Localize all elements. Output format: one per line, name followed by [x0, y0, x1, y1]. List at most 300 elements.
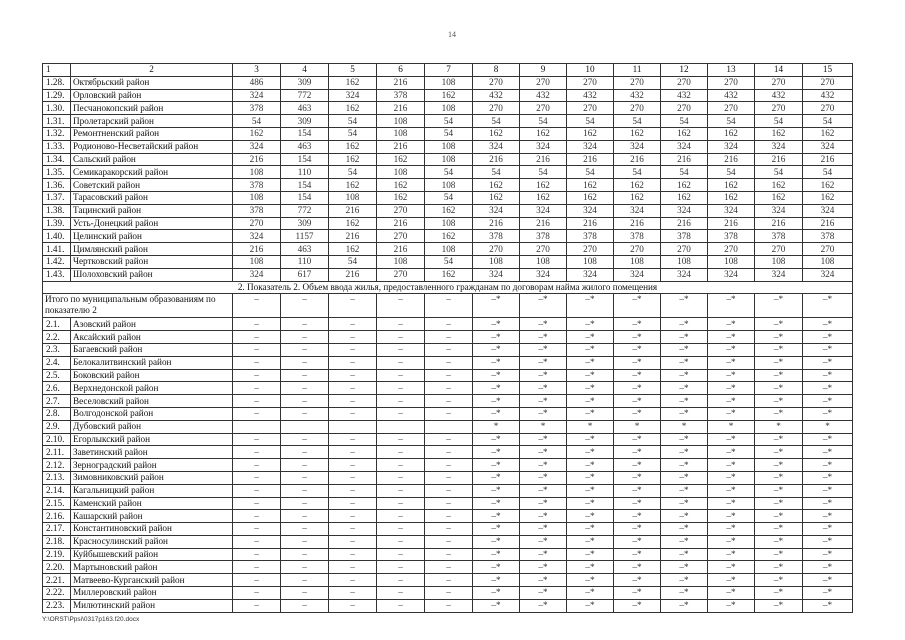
value-cell: –* — [755, 356, 803, 369]
column-number-cell: 10 — [567, 64, 614, 77]
table-row — [43, 268, 853, 281]
value-cell: – — [233, 331, 281, 344]
value-cell: –* — [473, 343, 520, 356]
value-cell: – — [329, 433, 377, 446]
value-cell: – — [329, 535, 377, 548]
value-cell: 108 — [233, 191, 281, 204]
value-cell: –* — [473, 535, 520, 548]
value-cell: –* — [755, 294, 803, 318]
value-cell: – — [233, 446, 281, 459]
row-code: 2.23. — [43, 599, 71, 612]
value-cell: –* — [661, 587, 708, 600]
value-cell: 432 — [661, 89, 708, 102]
value-cell: 162 — [708, 179, 755, 192]
value-cell: – — [377, 331, 425, 344]
value-cell: –* — [661, 331, 708, 344]
table-row — [43, 471, 853, 484]
value-cell: 216 — [329, 204, 377, 217]
value-cell: –* — [567, 343, 614, 356]
value-cell: –* — [567, 382, 614, 395]
value-cell: –* — [708, 574, 755, 587]
column-number-cell: 2 — [71, 64, 233, 77]
value-cell: 54 — [329, 166, 377, 179]
value-cell: 324 — [473, 204, 520, 217]
district-name: Песчанокопский район — [71, 102, 233, 115]
value-cell: – — [281, 459, 329, 472]
table-row — [43, 523, 853, 536]
column-number-cell: 9 — [520, 64, 567, 77]
value-cell: 162 — [755, 191, 803, 204]
value-cell: –* — [661, 318, 708, 331]
value-cell: –* — [473, 294, 520, 318]
value-cell: 108 — [425, 243, 473, 256]
value-cell: –* — [614, 331, 661, 344]
value-cell: –* — [520, 459, 567, 472]
value-cell: 162 — [803, 179, 853, 192]
value-cell: –* — [708, 587, 755, 600]
table-row — [43, 343, 853, 356]
value-cell: – — [329, 548, 377, 561]
row-code: 2.19. — [43, 548, 71, 561]
value-cell: – — [377, 459, 425, 472]
district-name: Ремонтненский район — [71, 127, 233, 140]
value-cell: 162 — [661, 179, 708, 192]
value-cell: * — [473, 420, 520, 433]
value-cell: 270 — [614, 243, 661, 256]
value-cell: 216 — [755, 217, 803, 230]
row-code: 1.36. — [43, 179, 71, 192]
table-row — [43, 243, 853, 256]
value-cell: –* — [661, 446, 708, 459]
district-name: Миллеровский район — [71, 587, 233, 600]
value-cell: 270 — [755, 76, 803, 89]
value-cell: 378 — [803, 230, 853, 243]
table-row — [43, 587, 853, 600]
district-name: Верхнедонской район — [71, 382, 233, 395]
value-cell: –* — [708, 548, 755, 561]
row-code: 2.5. — [43, 369, 71, 382]
row-code: 1.41. — [43, 243, 71, 256]
row-code: 2.7. — [43, 395, 71, 408]
value-cell: –* — [661, 535, 708, 548]
value-cell: –* — [755, 484, 803, 497]
value-cell: – — [425, 343, 473, 356]
value-cell: 162 — [425, 268, 473, 281]
value-cell: –* — [708, 497, 755, 510]
value-cell: 324 — [614, 140, 661, 153]
value-cell: –* — [567, 433, 614, 446]
value-cell: –* — [661, 294, 708, 318]
value-cell: – — [233, 548, 281, 561]
value-cell: – — [425, 395, 473, 408]
value-cell: –* — [614, 484, 661, 497]
value-cell: –* — [473, 459, 520, 472]
value-cell: –* — [473, 523, 520, 536]
column-number-cell: 15 — [803, 64, 853, 77]
value-cell: 324 — [520, 204, 567, 217]
value-cell: – — [377, 561, 425, 574]
value-cell: – — [377, 471, 425, 484]
value-cell: –* — [567, 294, 614, 318]
value-cell: –* — [520, 343, 567, 356]
value-cell: –* — [803, 561, 853, 574]
column-number-cell: 13 — [708, 64, 755, 77]
value-cell: 378 — [473, 230, 520, 243]
value-cell: – — [233, 484, 281, 497]
value-cell: – — [377, 535, 425, 548]
value-cell: 378 — [233, 179, 281, 192]
value-cell: 270 — [755, 243, 803, 256]
value-cell — [281, 420, 329, 433]
value-cell: –* — [803, 497, 853, 510]
value-cell: – — [281, 510, 329, 523]
value-cell: –* — [473, 587, 520, 600]
value-cell: 54 — [329, 127, 377, 140]
table-row — [43, 166, 853, 179]
value-cell: – — [425, 523, 473, 536]
district-name: Зерноградский район — [71, 459, 233, 472]
value-cell: – — [377, 484, 425, 497]
value-cell: –* — [755, 318, 803, 331]
value-cell: –* — [661, 382, 708, 395]
row-code: 2.2. — [43, 331, 71, 344]
value-cell: 772 — [281, 89, 329, 102]
value-cell: 162 — [329, 217, 377, 230]
value-cell: –* — [803, 356, 853, 369]
value-cell: – — [281, 395, 329, 408]
value-cell: –* — [614, 535, 661, 548]
value-cell: 378 — [377, 89, 425, 102]
value-cell: 270 — [377, 268, 425, 281]
value-cell: 772 — [281, 204, 329, 217]
indicator-table — [42, 63, 853, 613]
value-cell: 108 — [377, 166, 425, 179]
value-cell: 378 — [614, 230, 661, 243]
table-row — [43, 420, 853, 433]
value-cell: 324 — [567, 140, 614, 153]
district-name: Каменский район — [71, 497, 233, 510]
value-cell: 463 — [281, 102, 329, 115]
district-name: Дубовский район — [71, 420, 233, 433]
value-cell: – — [425, 382, 473, 395]
value-cell: – — [425, 510, 473, 523]
value-cell: 270 — [473, 102, 520, 115]
value-cell: 54 — [329, 255, 377, 268]
value-cell: 270 — [708, 102, 755, 115]
table-row — [43, 255, 853, 268]
value-cell: 216 — [661, 153, 708, 166]
value-cell: –* — [473, 599, 520, 612]
value-cell: – — [425, 497, 473, 510]
value-cell: 463 — [281, 140, 329, 153]
row-code: 1.33. — [43, 140, 71, 153]
district-name: Цимлянский район — [71, 243, 233, 256]
value-cell: 270 — [614, 76, 661, 89]
district-name: Егорлыкский район — [71, 433, 233, 446]
value-cell: 324 — [803, 268, 853, 281]
value-cell: 108 — [473, 255, 520, 268]
value-cell: – — [377, 343, 425, 356]
value-cell: –* — [708, 484, 755, 497]
value-cell: – — [377, 433, 425, 446]
row-code: 1.30. — [43, 102, 71, 115]
value-cell: * — [661, 420, 708, 433]
value-cell: – — [425, 471, 473, 484]
table-row — [43, 153, 853, 166]
value-cell: 270 — [473, 76, 520, 89]
value-cell: 162 — [377, 179, 425, 192]
value-cell: 162 — [567, 179, 614, 192]
value-cell: –* — [520, 294, 567, 318]
value-cell: –* — [708, 369, 755, 382]
value-cell: –* — [520, 497, 567, 510]
value-cell: 162 — [520, 127, 567, 140]
value-cell: – — [233, 523, 281, 536]
value-cell: 54 — [755, 166, 803, 179]
table-row — [43, 369, 853, 382]
table-row — [43, 599, 853, 612]
value-cell: – — [233, 318, 281, 331]
value-cell: – — [425, 331, 473, 344]
value-cell: – — [425, 433, 473, 446]
value-cell: 110 — [281, 166, 329, 179]
value-cell: – — [233, 433, 281, 446]
value-cell: –* — [661, 523, 708, 536]
value-cell: – — [329, 574, 377, 587]
value-cell: – — [329, 395, 377, 408]
row-code: 1.34. — [43, 153, 71, 166]
value-cell: –* — [473, 561, 520, 574]
value-cell: – — [233, 407, 281, 420]
value-cell: 54 — [473, 166, 520, 179]
district-name: Семикаракорский район — [71, 166, 233, 179]
value-cell: 270 — [755, 102, 803, 115]
row-code: 1.37. — [43, 191, 71, 204]
value-cell: 108 — [425, 179, 473, 192]
value-cell: –* — [755, 510, 803, 523]
value-cell: –* — [567, 574, 614, 587]
value-cell: –* — [708, 318, 755, 331]
value-cell: 216 — [233, 243, 281, 256]
value-cell: 324 — [520, 140, 567, 153]
value-cell: –* — [755, 548, 803, 561]
section-title-row — [43, 281, 853, 294]
value-cell: 270 — [377, 204, 425, 217]
value-cell: 324 — [803, 204, 853, 217]
value-cell: –* — [473, 407, 520, 420]
value-cell: 324 — [233, 89, 281, 102]
value-cell: –* — [755, 459, 803, 472]
value-cell: –* — [708, 407, 755, 420]
value-cell: 324 — [755, 140, 803, 153]
value-cell: 54 — [329, 115, 377, 128]
value-cell: –* — [520, 407, 567, 420]
value-cell: – — [377, 356, 425, 369]
table-row — [43, 356, 853, 369]
value-cell: –* — [755, 433, 803, 446]
value-cell: 54 — [614, 166, 661, 179]
value-cell: –* — [661, 497, 708, 510]
row-code: 2.17. — [43, 523, 71, 536]
value-cell: –* — [520, 369, 567, 382]
row-code: 2.1. — [43, 318, 71, 331]
value-cell: 162 — [520, 179, 567, 192]
value-cell: 216 — [708, 153, 755, 166]
table-row — [43, 574, 853, 587]
value-cell: –* — [614, 574, 661, 587]
value-cell: –* — [661, 561, 708, 574]
value-cell: 309 — [281, 115, 329, 128]
value-cell: – — [233, 561, 281, 574]
value-cell: * — [708, 420, 755, 433]
value-cell: 162 — [803, 127, 853, 140]
value-cell: – — [329, 459, 377, 472]
value-cell: –* — [520, 382, 567, 395]
value-cell: –* — [614, 599, 661, 612]
value-cell: –* — [473, 510, 520, 523]
table-row — [43, 510, 853, 523]
value-cell: – — [281, 318, 329, 331]
value-cell: –* — [473, 433, 520, 446]
value-cell: 108 — [377, 255, 425, 268]
row-code: 2.12. — [43, 459, 71, 472]
value-cell: 108 — [425, 76, 473, 89]
value-cell: –* — [661, 459, 708, 472]
value-cell: –* — [567, 548, 614, 561]
value-cell: –* — [755, 407, 803, 420]
value-cell: –* — [661, 510, 708, 523]
value-cell: 54 — [708, 115, 755, 128]
district-name: Октябрьский район — [71, 76, 233, 89]
value-cell: 324 — [233, 140, 281, 153]
value-cell: – — [233, 471, 281, 484]
row-code: 1.39. — [43, 217, 71, 230]
value-cell: 216 — [661, 217, 708, 230]
value-cell: –* — [567, 446, 614, 459]
value-cell: * — [567, 420, 614, 433]
value-cell: 54 — [567, 115, 614, 128]
column-number-cell: 3 — [233, 64, 281, 77]
value-cell: – — [425, 294, 473, 318]
value-cell: –* — [473, 574, 520, 587]
value-cell: 324 — [755, 268, 803, 281]
value-cell: –* — [708, 433, 755, 446]
value-cell: – — [377, 548, 425, 561]
value-cell: – — [281, 599, 329, 612]
value-cell: 324 — [755, 204, 803, 217]
value-cell: 324 — [708, 204, 755, 217]
value-cell: –* — [567, 484, 614, 497]
value-cell: 54 — [520, 115, 567, 128]
value-cell: –* — [567, 561, 614, 574]
value-cell: 162 — [425, 204, 473, 217]
value-cell: 108 — [425, 153, 473, 166]
district-name: Азовский район — [71, 318, 233, 331]
value-cell: –* — [803, 523, 853, 536]
value-cell: 54 — [520, 166, 567, 179]
value-cell: 154 — [281, 191, 329, 204]
value-cell: –* — [567, 459, 614, 472]
value-cell: – — [329, 561, 377, 574]
district-name: Матвеево-Курганский район — [71, 574, 233, 587]
value-cell: –* — [661, 407, 708, 420]
value-cell: –* — [755, 471, 803, 484]
table-row — [43, 548, 853, 561]
value-cell: 378 — [708, 230, 755, 243]
value-cell: –* — [473, 395, 520, 408]
value-cell: –* — [567, 318, 614, 331]
value-cell: – — [329, 523, 377, 536]
value-cell: – — [377, 395, 425, 408]
row-code: 1.32. — [43, 127, 71, 140]
value-cell: –* — [661, 548, 708, 561]
value-cell: – — [425, 369, 473, 382]
value-cell: 162 — [329, 140, 377, 153]
value-cell: – — [233, 587, 281, 600]
value-cell: – — [281, 294, 329, 318]
district-name: Волгодонской район — [71, 407, 233, 420]
row-code: 2.9. — [43, 420, 71, 433]
value-cell: –* — [614, 548, 661, 561]
value-cell: – — [281, 497, 329, 510]
value-cell: – — [377, 369, 425, 382]
value-cell: –* — [803, 574, 853, 587]
column-number-cell: 6 — [377, 64, 425, 77]
value-cell: –* — [614, 407, 661, 420]
value-cell: 54 — [425, 127, 473, 140]
district-name: Белокалитвинский район — [71, 356, 233, 369]
value-cell: –* — [614, 561, 661, 574]
value-cell: 270 — [233, 217, 281, 230]
value-cell: 270 — [377, 230, 425, 243]
value-cell: –* — [567, 523, 614, 536]
value-cell: – — [377, 318, 425, 331]
value-cell: –* — [755, 587, 803, 600]
value-cell: 324 — [661, 268, 708, 281]
value-cell: –* — [803, 395, 853, 408]
value-cell: –* — [755, 331, 803, 344]
table-row — [43, 115, 853, 128]
value-cell: 108 — [425, 217, 473, 230]
row-code: 2.18. — [43, 535, 71, 548]
value-cell: 270 — [708, 243, 755, 256]
table-row — [43, 484, 853, 497]
value-cell: 324 — [567, 204, 614, 217]
value-cell: 378 — [567, 230, 614, 243]
value-cell: – — [329, 497, 377, 510]
value-cell: 324 — [233, 268, 281, 281]
value-cell: 108 — [614, 255, 661, 268]
row-code: 1.38. — [43, 204, 71, 217]
section-2-title: 2. Показатель 2. Объем ввода жилья, предоставленного гражданам по договорам найма жилого помещения — [43, 281, 853, 294]
value-cell: –* — [661, 599, 708, 612]
value-cell: 216 — [520, 153, 567, 166]
table-row — [43, 318, 853, 331]
value-cell: – — [233, 510, 281, 523]
value-cell: 270 — [614, 102, 661, 115]
value-cell: –* — [708, 535, 755, 548]
value-cell: – — [377, 446, 425, 459]
value-cell: –* — [567, 599, 614, 612]
value-cell: –* — [567, 407, 614, 420]
row-code: 1.43. — [43, 268, 71, 281]
value-cell: 162 — [473, 179, 520, 192]
value-cell: –* — [614, 510, 661, 523]
value-cell: –* — [661, 395, 708, 408]
row-code: 2.10. — [43, 433, 71, 446]
value-cell: –* — [803, 446, 853, 459]
value-cell: – — [281, 535, 329, 548]
